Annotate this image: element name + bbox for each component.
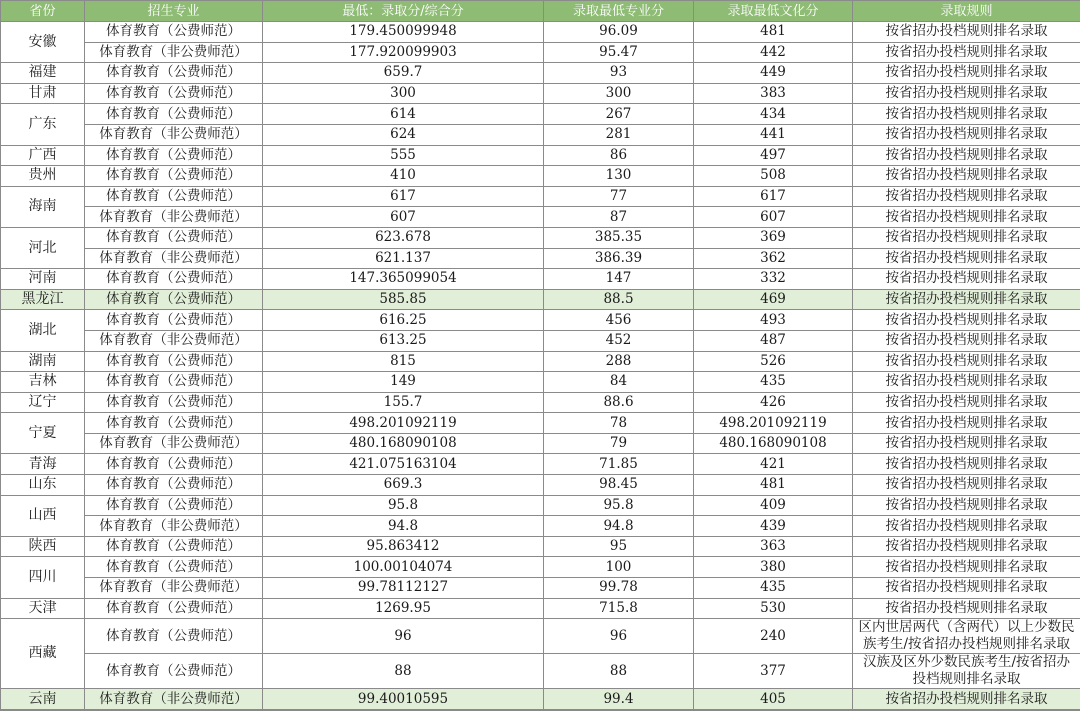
cell-min-culture-score[interactable]: 508	[694, 166, 853, 187]
trailing-grid-edge	[0, 710, 1080, 715]
cell-admission-rule[interactable]: 按省招办投档规则排名录取	[853, 689, 1080, 710]
cell-min-score[interactable]: 100.00104074	[263, 557, 544, 578]
table-row	[1, 392, 1080, 413]
cell-admission-rule[interactable]: 按省招办投档规则排名录取	[853, 598, 1080, 619]
table-row	[1, 83, 1080, 104]
cell-admission-rule[interactable]: 按省招办投档规则排名录取	[853, 83, 1080, 104]
cell-min-culture-score[interactable]: 409	[694, 495, 853, 516]
cell-min-score[interactable]: 147.365099054	[263, 269, 544, 290]
cell-min-pro-score[interactable]: 94.8	[544, 516, 694, 537]
cell-min-score[interactable]: 498.201092119	[263, 413, 544, 434]
table-body	[1, 22, 1080, 710]
table-row	[1, 124, 1080, 145]
cell-major[interactable]: 体育教育（非公费师范）	[85, 330, 263, 351]
table-row	[1, 351, 1080, 372]
cell-min-pro-score[interactable]: 96	[544, 619, 694, 654]
cell-min-pro-score[interactable]: 84	[544, 372, 694, 393]
cell-major[interactable]: 体育教育（非公费师范）	[85, 689, 263, 710]
cell-min-culture-score[interactable]: 480.168090108	[694, 433, 853, 454]
cell-min-culture-score[interactable]: 487	[694, 330, 853, 351]
cell-major[interactable]: 体育教育（非公费师范）	[85, 578, 263, 599]
cell-min-pro-score[interactable]: 288	[544, 351, 694, 372]
table-row	[1, 413, 1080, 434]
cell-min-culture-score[interactable]: 405	[694, 689, 853, 710]
cell-min-culture-score[interactable]: 332	[694, 269, 853, 290]
cell-province[interactable]: 河南	[1, 269, 85, 290]
cell-min-pro-score[interactable]: 99.4	[544, 689, 694, 710]
cell-min-pro-score[interactable]: 98.45	[544, 475, 694, 496]
cell-province[interactable]: 贵州	[1, 166, 85, 187]
cell-min-culture-score[interactable]: 481	[694, 475, 853, 496]
cell-min-pro-score[interactable]: 386.39	[544, 248, 694, 269]
cell-major[interactable]: 体育教育（公费师范）	[85, 475, 263, 496]
cell-major[interactable]: 体育教育（公费师范）	[85, 536, 263, 557]
cell-admission-rule[interactable]: 按省招办投档规则排名录取	[853, 248, 1080, 269]
cell-major[interactable]: 体育教育（非公费师范）	[85, 433, 263, 454]
cell-min-pro-score[interactable]: 88	[544, 654, 694, 689]
cell-min-pro-score[interactable]: 281	[544, 124, 694, 145]
cell-min-pro-score[interactable]: 71.85	[544, 454, 694, 475]
cell-major[interactable]: 体育教育（公费师范）	[85, 289, 263, 310]
cell-major[interactable]: 体育教育（公费师范）	[85, 63, 263, 84]
cell-min-score[interactable]: 616.25	[263, 310, 544, 331]
cell-admission-rule[interactable]: 汉族及区外少数民族考生/按省招办投档规则排名录取	[853, 654, 1080, 689]
cell-min-score[interactable]: 155.7	[263, 392, 544, 413]
cell-min-score[interactable]: 1269.95	[263, 598, 544, 619]
cell-province[interactable]: 山东	[1, 475, 85, 496]
cell-min-score[interactable]: 659.7	[263, 63, 544, 84]
cell-min-culture-score[interactable]: 435	[694, 372, 853, 393]
cell-min-pro-score[interactable]: 267	[544, 104, 694, 125]
cell-min-culture-score[interactable]: 421	[694, 454, 853, 475]
cell-min-score[interactable]: 585.85	[263, 289, 544, 310]
cell-admission-rule[interactable]: 按省招办投档规则排名录取	[853, 413, 1080, 434]
cell-admission-rule[interactable]: 按省招办投档规则排名录取	[853, 392, 1080, 413]
cell-min-pro-score[interactable]: 86	[544, 145, 694, 166]
table-row	[1, 516, 1080, 537]
header-major[interactable]: 招生专业	[85, 1, 263, 22]
cell-min-culture-score[interactable]: 442	[694, 42, 853, 63]
cell-major[interactable]: 体育教育（非公费师范）	[85, 248, 263, 269]
table-row	[1, 227, 1080, 248]
table-row	[1, 689, 1080, 710]
cell-min-pro-score[interactable]: 77	[544, 186, 694, 207]
cell-min-pro-score[interactable]: 88.5	[544, 289, 694, 310]
cell-province[interactable]: 甘肃	[1, 83, 85, 104]
cell-province[interactable]: 宁夏	[1, 413, 85, 454]
table-row	[1, 536, 1080, 557]
cell-admission-rule[interactable]: 按省招办投档规则排名录取	[853, 124, 1080, 145]
cell-min-score[interactable]: 94.8	[263, 516, 544, 537]
cell-province[interactable]: 湖北	[1, 310, 85, 351]
cell-admission-rule[interactable]: 按省招办投档规则排名录取	[853, 227, 1080, 248]
cell-major[interactable]: 体育教育（非公费师范）	[85, 42, 263, 63]
table-row	[1, 372, 1080, 393]
cell-admission-rule[interactable]: 按省招办投档规则排名录取	[853, 22, 1080, 43]
cell-min-culture-score[interactable]: 493	[694, 310, 853, 331]
cell-admission-rule[interactable]: 按省招办投档规则排名录取	[853, 351, 1080, 372]
cell-admission-rule[interactable]: 按省招办投档规则排名录取	[853, 289, 1080, 310]
cell-major[interactable]: 体育教育（公费师范）	[85, 598, 263, 619]
table-row	[1, 557, 1080, 578]
table-row	[1, 475, 1080, 496]
cell-admission-rule[interactable]: 按省招办投档规则排名录取	[853, 495, 1080, 516]
cell-min-culture-score[interactable]: 498.201092119	[694, 413, 853, 434]
cell-min-pro-score[interactable]: 452	[544, 330, 694, 351]
cell-province[interactable]: 四川	[1, 557, 85, 598]
cell-province[interactable]: 云南	[1, 689, 85, 710]
cell-major[interactable]: 体育教育（非公费师范）	[85, 207, 263, 228]
table-row	[1, 166, 1080, 187]
cell-min-culture-score[interactable]: 434	[694, 104, 853, 125]
cell-admission-rule[interactable]: 按省招办投档规则排名录取	[853, 166, 1080, 187]
cell-min-score[interactable]: 624	[263, 124, 544, 145]
cell-admission-rule[interactable]: 按省招办投档规则排名录取	[853, 186, 1080, 207]
header-min-pro-score[interactable]: 录取最低专业分	[544, 1, 694, 22]
cell-min-pro-score[interactable]: 99.78	[544, 578, 694, 599]
header-admission-rule[interactable]: 录取规则	[853, 1, 1080, 22]
cell-min-score[interactable]: 555	[263, 145, 544, 166]
cell-min-culture-score[interactable]: 426	[694, 392, 853, 413]
cell-admission-rule[interactable]: 按省招办投档规则排名录取	[853, 269, 1080, 290]
cell-major[interactable]: 体育教育（公费师范）	[85, 269, 263, 290]
cell-min-pro-score[interactable]: 715.8	[544, 598, 694, 619]
cell-admission-rule[interactable]: 按省招办投档规则排名录取	[853, 433, 1080, 454]
cell-major[interactable]: 体育教育（公费师范）	[85, 166, 263, 187]
cell-major[interactable]: 体育教育（公费师范）	[85, 454, 263, 475]
table-row	[1, 63, 1080, 84]
cell-min-pro-score[interactable]: 300	[544, 83, 694, 104]
cell-min-score[interactable]: 300	[263, 83, 544, 104]
cell-min-culture-score[interactable]: 369	[694, 227, 853, 248]
cell-admission-rule[interactable]: 按省招办投档规则排名录取	[853, 42, 1080, 63]
table-row	[1, 269, 1080, 290]
cell-min-culture-score[interactable]: 449	[694, 63, 853, 84]
table-row	[1, 22, 1080, 43]
table-row	[1, 454, 1080, 475]
cell-province[interactable]: 陕西	[1, 536, 85, 557]
table-row	[1, 186, 1080, 207]
header-min-culture-score[interactable]: 录取最低文化分	[694, 1, 853, 22]
table-row	[1, 207, 1080, 228]
cell-admission-rule[interactable]: 区内世居两代（含两代）以上少数民族考生/按省招办投档规则排名录取	[853, 619, 1080, 654]
cell-min-pro-score[interactable]: 95.8	[544, 495, 694, 516]
table-row	[1, 289, 1080, 310]
cell-min-pro-score[interactable]: 88.6	[544, 392, 694, 413]
cell-min-score[interactable]: 617	[263, 186, 544, 207]
table-row	[1, 310, 1080, 331]
cell-province[interactable]: 天津	[1, 598, 85, 619]
cell-min-pro-score[interactable]: 95.47	[544, 42, 694, 63]
cell-major[interactable]: 体育教育（公费师范）	[85, 557, 263, 578]
cell-min-culture-score[interactable]: 377	[694, 654, 853, 689]
cell-min-pro-score[interactable]: 100	[544, 557, 694, 578]
cell-min-score[interactable]: 480.168090108	[263, 433, 544, 454]
cell-min-score[interactable]: 177.920099903	[263, 42, 544, 63]
cell-min-pro-score[interactable]: 93	[544, 63, 694, 84]
cell-major[interactable]: 体育教育（公费师范）	[85, 654, 263, 689]
cell-min-culture-score[interactable]: 526	[694, 351, 853, 372]
table-row	[1, 619, 1080, 654]
cell-admission-rule[interactable]: 按省招办投档规则排名录取	[853, 578, 1080, 599]
cell-min-culture-score[interactable]: 362	[694, 248, 853, 269]
cell-min-pro-score[interactable]: 95	[544, 536, 694, 557]
cell-min-pro-score[interactable]: 96.09	[544, 22, 694, 43]
cell-province[interactable]: 安徽	[1, 22, 85, 63]
cell-admission-rule[interactable]: 按省招办投档规则排名录取	[853, 145, 1080, 166]
cell-min-culture-score[interactable]: 481	[694, 22, 853, 43]
cell-major[interactable]: 体育教育（公费师范）	[85, 351, 263, 372]
cell-min-pro-score[interactable]: 79	[544, 433, 694, 454]
cell-min-culture-score[interactable]: 383	[694, 83, 853, 104]
cell-min-score[interactable]: 99.40010595	[263, 689, 544, 710]
cell-min-score[interactable]: 607	[263, 207, 544, 228]
cell-admission-rule[interactable]: 按省招办投档规则排名录取	[853, 454, 1080, 475]
cell-min-pro-score[interactable]: 147	[544, 269, 694, 290]
cell-province[interactable]: 河北	[1, 227, 85, 268]
cell-min-pro-score[interactable]: 385.35	[544, 227, 694, 248]
cell-province[interactable]: 青海	[1, 454, 85, 475]
cell-min-score[interactable]: 179.450099948	[263, 22, 544, 43]
cell-admission-rule[interactable]: 按省招办投档规则排名录取	[853, 536, 1080, 557]
table-row	[1, 145, 1080, 166]
cell-major[interactable]: 体育教育（公费师范）	[85, 227, 263, 248]
cell-min-score[interactable]: 95.863412	[263, 536, 544, 557]
cell-major[interactable]: 体育教育（公费师范）	[85, 619, 263, 654]
cell-min-culture-score[interactable]: 435	[694, 578, 853, 599]
cell-province[interactable]: 福建	[1, 63, 85, 84]
cell-min-score[interactable]: 623.678	[263, 227, 544, 248]
cell-min-score[interactable]: 149	[263, 372, 544, 393]
cell-min-culture-score[interactable]: 497	[694, 145, 853, 166]
cell-admission-rule[interactable]: 按省招办投档规则排名录取	[853, 330, 1080, 351]
cell-admission-rule[interactable]: 按省招办投档规则排名录取	[853, 475, 1080, 496]
cell-min-culture-score[interactable]: 240	[694, 619, 853, 654]
header-province[interactable]: 省份	[1, 1, 85, 22]
cell-min-score[interactable]: 96	[263, 619, 544, 654]
cell-admission-rule[interactable]: 按省招办投档规则排名录取	[853, 104, 1080, 125]
cell-admission-rule[interactable]: 按省招办投档规则排名录取	[853, 557, 1080, 578]
cell-province[interactable]: 西藏	[1, 619, 85, 689]
table-row	[1, 578, 1080, 599]
cell-min-culture-score[interactable]: 530	[694, 598, 853, 619]
table-row	[1, 248, 1080, 269]
table-row	[1, 654, 1080, 689]
cell-min-pro-score[interactable]: 87	[544, 207, 694, 228]
cell-major[interactable]: 体育教育（公费师范）	[85, 392, 263, 413]
cell-min-score[interactable]: 614	[263, 104, 544, 125]
cell-min-score[interactable]: 621.137	[263, 248, 544, 269]
cell-major[interactable]: 体育教育（公费师范）	[85, 413, 263, 434]
cell-major[interactable]: 体育教育（公费师范）	[85, 83, 263, 104]
cell-province[interactable]: 吉林	[1, 372, 85, 393]
cell-min-pro-score[interactable]: 130	[544, 166, 694, 187]
cell-province[interactable]: 海南	[1, 186, 85, 227]
table-row	[1, 495, 1080, 516]
cell-min-pro-score[interactable]: 456	[544, 310, 694, 331]
cell-min-culture-score[interactable]: 380	[694, 557, 853, 578]
cell-province[interactable]: 广西	[1, 145, 85, 166]
cell-min-culture-score[interactable]: 607	[694, 207, 853, 228]
table-row	[1, 104, 1080, 125]
cell-min-score[interactable]: 815	[263, 351, 544, 372]
cell-min-culture-score[interactable]: 441	[694, 124, 853, 145]
cell-min-score[interactable]: 410	[263, 166, 544, 187]
cell-major[interactable]: 体育教育（非公费师范）	[85, 124, 263, 145]
cell-min-culture-score[interactable]: 617	[694, 186, 853, 207]
cell-province[interactable]: 辽宁	[1, 392, 85, 413]
cell-min-score[interactable]: 99.78112127	[263, 578, 544, 599]
cell-major[interactable]: 体育教育（公费师范）	[85, 104, 263, 125]
cell-min-score[interactable]: 421.075163104	[263, 454, 544, 475]
table-row	[1, 598, 1080, 619]
cell-admission-rule[interactable]: 按省招办投档规则排名录取	[853, 516, 1080, 537]
cell-min-score[interactable]: 95.8	[263, 495, 544, 516]
cell-min-score[interactable]: 613.25	[263, 330, 544, 351]
table-row	[1, 330, 1080, 351]
cell-major[interactable]: 体育教育（公费师范）	[85, 372, 263, 393]
cell-min-culture-score[interactable]: 363	[694, 536, 853, 557]
cell-major[interactable]: 体育教育（公费师范）	[85, 310, 263, 331]
cell-min-pro-score[interactable]: 78	[544, 413, 694, 434]
cell-min-score[interactable]: 669.3	[263, 475, 544, 496]
cell-province[interactable]: 山西	[1, 495, 85, 536]
table-row	[1, 42, 1080, 63]
cell-major[interactable]: 体育教育（公费师范）	[85, 22, 263, 43]
cell-province[interactable]: 湖南	[1, 351, 85, 372]
cell-major[interactable]: 体育教育（公费师范）	[85, 186, 263, 207]
cell-province[interactable]: 黑龙江	[1, 289, 85, 310]
cell-major[interactable]: 体育教育（公费师范）	[85, 145, 263, 166]
cell-admission-rule[interactable]: 按省招办投档规则排名录取	[853, 63, 1080, 84]
cell-major[interactable]: 体育教育（公费师范）	[85, 495, 263, 516]
cell-admission-rule[interactable]: 按省招办投档规则排名录取	[853, 310, 1080, 331]
cell-admission-rule[interactable]: 按省招办投档规则排名录取	[853, 372, 1080, 393]
table-row	[1, 433, 1080, 454]
cell-province[interactable]: 广东	[1, 104, 85, 145]
header-min-score[interactable]: 最低：录取分/综合分	[263, 1, 544, 22]
cell-min-score[interactable]: 88	[263, 654, 544, 689]
cell-admission-rule[interactable]: 按省招办投档规则排名录取	[853, 207, 1080, 228]
cell-min-culture-score[interactable]: 439	[694, 516, 853, 537]
header-row	[1, 1, 1080, 22]
cell-major[interactable]: 体育教育（非公费师范）	[85, 516, 263, 537]
cell-min-culture-score[interactable]: 469	[694, 289, 853, 310]
